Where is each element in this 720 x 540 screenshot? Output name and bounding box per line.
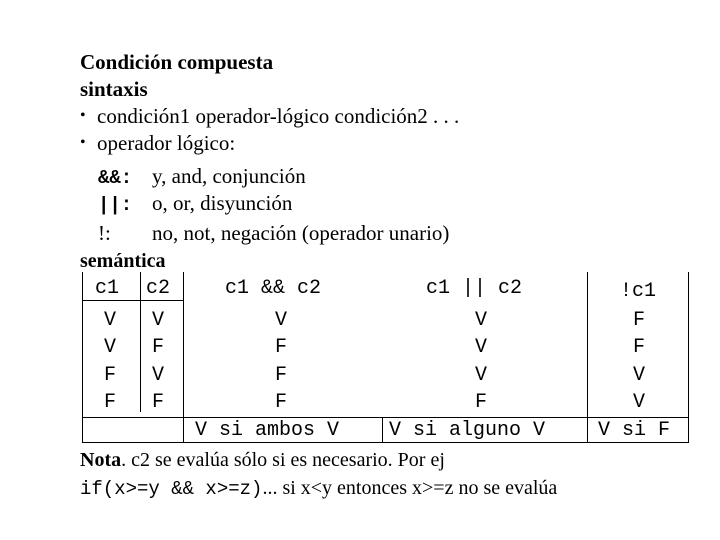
table-footer-cell: V si alguno V [389,419,546,442]
note-text: . c2 se evalúa sólo si es necesario. Por ej [121,449,445,471]
note-label: Nota [80,449,122,471]
table-header: c1 && c2 [225,277,322,300]
bullet-icon: • [80,107,86,124]
table-cell: F [475,391,488,414]
table-cell: F [275,364,288,387]
table-cell: F [633,336,646,359]
table-cell: V [475,309,488,332]
table-cell: V [475,336,488,359]
operator-and-desc: y, and, conjunción [152,164,306,188]
table-cell: F [275,391,288,414]
bullet-icon: • [80,134,86,151]
table-footer-cell: V si F [598,419,671,442]
page-title: Condición compuesta [80,50,274,74]
operator-and-symbol: &&: [98,167,133,189]
table-footer-cell: V si ambos V [195,419,340,442]
table-cell: F [152,336,165,359]
table-cell: F [275,336,288,359]
table-cell: V [104,336,117,359]
operator-not-desc: no, not, negación (operador unario) [152,221,450,245]
note-example-line [80,476,557,501]
table-header: c1 || c2 [426,277,523,300]
table-cell: V [152,364,165,387]
note-rest: ... si x<y entonces x>=z no se evalúa [262,477,558,499]
table-header: c2 [146,277,171,300]
note-code: if(x>=y && x>=z) [80,478,263,500]
operator-not-symbol: !: [98,221,111,245]
table-divider [382,418,383,442]
syntax-bullet-1: condición1 operador-lógico condición2 . . . [97,104,460,128]
table-cell: V [475,364,488,387]
table-cell: V [633,364,646,387]
table-cell: F [104,364,117,387]
table-cell: V [152,309,165,332]
note-line [80,448,445,472]
operator-or-desc: o, or, disyunción [152,191,293,215]
semantics-heading: semántica [80,250,166,272]
table-header: !c1 [620,280,657,303]
table-cell: F [152,391,165,414]
table-cell: V [275,309,288,332]
table-footer-rule [82,417,689,418]
table-cell: V [633,391,646,414]
operator-or-symbol: ||: [98,194,133,216]
table-header: c1 [95,277,120,300]
table-cell: V [104,309,117,332]
syntax-heading: sintaxis [80,77,148,101]
table-cell: F [633,309,646,332]
table-cell: F [104,391,117,414]
table-divider [140,272,141,412]
syntax-bullet-2: operador lógico: [97,131,236,155]
